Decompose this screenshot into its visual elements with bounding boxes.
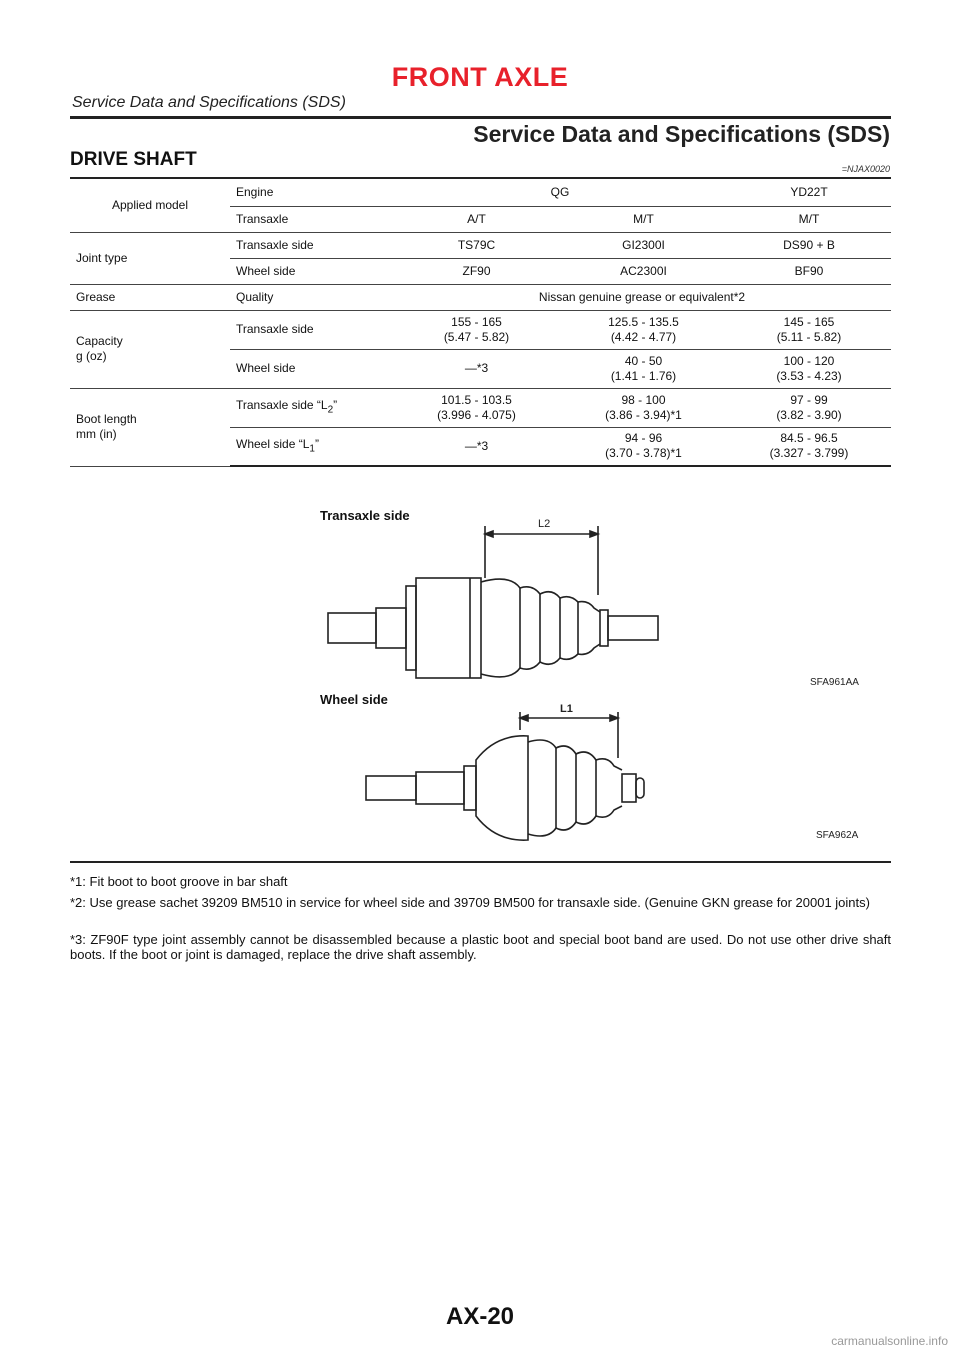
table-cell [393, 310, 560, 349]
boot-length-unit-line: mm (in) [76, 427, 117, 441]
cell-line: 155 - 165 [451, 314, 502, 329]
capacity-label [70, 310, 230, 388]
cell-line: 84.5 - 96.5 [780, 431, 838, 446]
transaxle-at: A/T [393, 206, 560, 232]
capacity-wheel-side-label: Wheel side [230, 349, 393, 388]
label-text: Transaxle side “L [236, 397, 328, 412]
grease-label: Grease [70, 284, 230, 310]
section-rule [70, 177, 891, 179]
table-cell [393, 388, 560, 427]
engine-label: Engine [230, 180, 393, 206]
watermark-text: carmanualsonline.info [831, 1334, 948, 1348]
boot-transaxle-side-label [230, 388, 393, 427]
wheel-figure-code: SFA962A [816, 830, 859, 841]
cell-line: 97 - 99 [790, 392, 828, 407]
page-number: AX-20 [445, 1303, 515, 1330]
section-subtitle: DRIVE SHAFT [70, 149, 197, 170]
transaxle-mt: M/T [560, 206, 727, 232]
cell-line: (3.86 - 3.94)*1 [605, 407, 682, 422]
table-cell: AC2300I [560, 258, 727, 284]
table-cell [560, 349, 727, 388]
quality-value: Nissan genuine grease or equivalent*2 [393, 284, 891, 310]
label-subscript: 1 [309, 442, 315, 454]
table-cell [727, 427, 891, 466]
cell-line: (4.42 - 4.77) [610, 329, 677, 344]
cell-line: (5.11 - 5.82) [776, 329, 842, 344]
label-text: Wheel side “L [236, 436, 310, 451]
header-rule [70, 116, 891, 119]
cell-line: (1.41 - 1.76) [610, 368, 677, 383]
cell-line: (3.996 - 4.075) [437, 407, 516, 422]
drive-shaft-figure [70, 490, 891, 860]
cell-line: 101.5 - 103.5 [441, 392, 512, 407]
cell-line: 40 - 50 [624, 353, 663, 368]
cell-line: (3.82 - 3.90) [776, 407, 842, 422]
table-cell [727, 388, 891, 427]
table-cell: ZF90 [393, 258, 560, 284]
table-cell: DS90 + B [727, 232, 891, 258]
table-row [70, 310, 891, 349]
table-row [70, 180, 891, 206]
reference-code: =NJAX0020 [841, 164, 890, 174]
joint-wheel-side-label: Wheel side [230, 258, 393, 284]
figure-rule [70, 861, 891, 863]
drive-shaft-spec-table [70, 180, 891, 467]
label-text: ” [333, 397, 338, 412]
capacity-unit-line: g (oz) [76, 349, 107, 363]
cell-line: 100 - 120 [783, 353, 835, 368]
label-text: ” [314, 436, 319, 451]
footnote-3: *3: ZF90F type joint assembly cannot be disassembled because a plastic boot and special boot band are used. Do not use other drive shaft boots. If the boot or joint is damaged, replace the drive shaft assembly. [70, 932, 891, 962]
table-row [70, 388, 891, 427]
capacity-label-line: Capacity [76, 334, 123, 348]
joint-type-label: Joint type [70, 232, 230, 284]
drive-shaft-illustration [70, 490, 891, 860]
cell-line: 98 - 100 [621, 392, 666, 407]
dimension-l1-label: L1 [560, 703, 573, 715]
transaxle-mt: M/T [727, 206, 891, 232]
table-cell: —*3 [393, 427, 560, 466]
table-cell: TS79C [393, 232, 560, 258]
table-cell [560, 310, 727, 349]
table-cell [727, 310, 891, 349]
cell-line: 94 - 96 [624, 431, 663, 446]
chapter-subtitle: Service Data and Specifications (SDS) [72, 94, 346, 111]
footnote-2: *2: Use grease sachet 39209 BM510 in service for wheel side and 39709 BM500 for transaxle side. (Genuine GKN grease for 20001 joints) [70, 895, 870, 910]
cell-line: (3.70 - 3.78)*1 [605, 446, 682, 461]
section-title: Service Data and Specifications (SDS) [473, 121, 890, 147]
transaxle-figure-code: SFA961AA [810, 677, 859, 688]
table-cell: GI2300I [560, 232, 727, 258]
engine-qg: QG [393, 180, 727, 206]
applied-model-label: Applied model [70, 180, 230, 232]
cell-line: (3.327 - 3.799) [769, 446, 849, 461]
wheel-side-drawing [366, 712, 644, 840]
table-cell [727, 349, 891, 388]
table-row [70, 284, 891, 310]
transaxle-side-figure-label: Transaxle side [320, 508, 410, 523]
table-cell: BF90 [727, 258, 891, 284]
wheel-side-figure-label: Wheel side [320, 692, 388, 707]
boot-length-label [70, 388, 230, 466]
dimension-l2-label: L2 [538, 518, 551, 530]
label-subscript: 2 [327, 404, 334, 416]
boot-length-label-line: Boot length [76, 412, 137, 426]
joint-transaxle-side-label: Transaxle side [230, 232, 393, 258]
cell-line: (5.47 - 5.82) [443, 329, 510, 344]
boot-wheel-side-label [230, 427, 393, 466]
transaxle-label: Transaxle [230, 206, 393, 232]
cell-line: 145 - 165 [783, 314, 835, 329]
engine-yd22t: YD22T [727, 180, 891, 206]
table-cell [560, 427, 727, 466]
table-row [70, 232, 891, 258]
table-cell [560, 388, 727, 427]
capacity-transaxle-side-label: Transaxle side [230, 310, 393, 349]
cell-line: 125.5 - 135.5 [608, 314, 679, 329]
footnote-1: *1: Fit boot to boot groove in bar shaft [70, 874, 288, 889]
transaxle-side-drawing [328, 526, 658, 678]
manual-chapter-title: FRONT AXLE [391, 62, 569, 92]
cell-line: (3.53 - 4.23) [776, 368, 842, 383]
table-cell: —*3 [393, 349, 560, 388]
quality-label: Quality [230, 284, 393, 310]
